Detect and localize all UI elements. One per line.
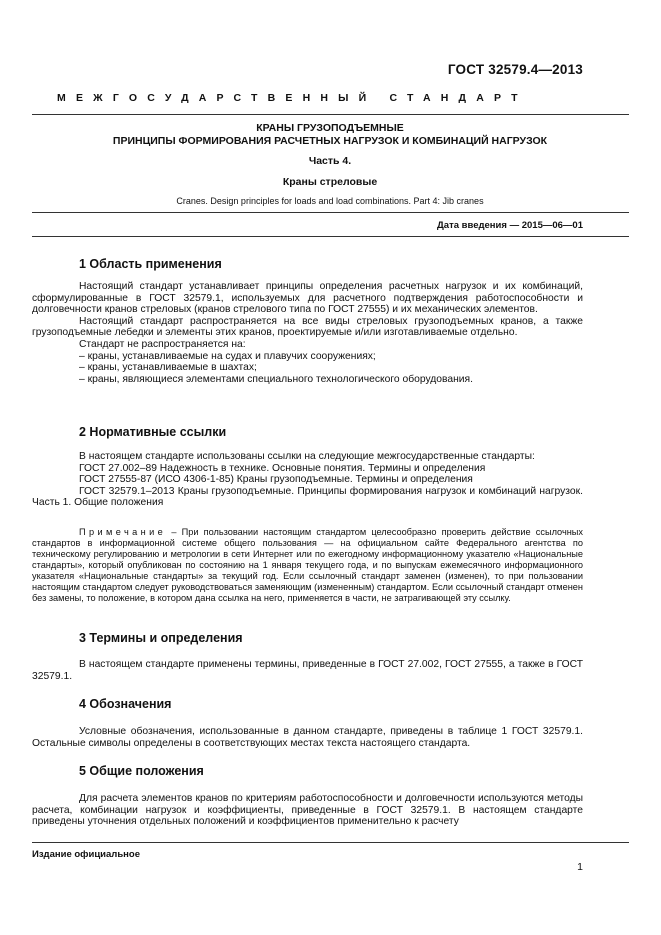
interstate-standard-label: МЕЖГОСУДАРСТВЕННЫЙ СТАНДАРТ <box>57 92 528 104</box>
official-edition-label: Издание официальное <box>32 849 140 860</box>
section-2-heading: 2 Нормативные ссылки <box>79 425 227 439</box>
reference-item: ГОСТ 32579.1–2013 Краны грузоподъемные. Принципы формирования нагрузок и комбинаций нагрузок. Часть 1. Общие положения <box>32 485 583 509</box>
section-2-paragraph-1: В настоящем стандарте использованы ссылки на следующие межгосударственные стандарты: <box>79 451 535 462</box>
section-4-body <box>32 726 583 749</box>
part-number: Часть 4. <box>308 155 352 167</box>
section-5-body <box>32 793 583 828</box>
reference-item: ГОСТ 27.002–89 Надежность в технике. Основные понятия. Термины и определения <box>79 462 486 474</box>
page-number: 1 <box>577 861 583 873</box>
section-1-paragraph-2: Настоящий стандарт распространяется на все виды стреловых грузоподъемных кранов, а также грузоподъемные лебедки и элементы этих кранов, проектируемые и/или изготавливаемые отдельно. <box>32 315 583 339</box>
introduction-date <box>437 220 583 231</box>
date-rule <box>32 236 629 237</box>
title-line-2: ПРИНЦИПЫ ФОРМИРОВАНИЯ РАСЧЕТНЫХ НАГРУЗОК И КОМБИНАЦИЙ НАГРУЗОК <box>112 135 548 147</box>
header-rule <box>32 114 629 115</box>
reference-item: ГОСТ 27555-87 (ИСО 4306-1-85) Краны грузоподъемные. Термины и определения <box>79 474 473 486</box>
section-3-paragraph-1: В настоящем стандарте применены термины, приведенные в ГОСТ 27.002, ГОСТ 27555, а также в ГОСТ 32579.1. <box>32 659 583 682</box>
section-1-body <box>32 281 583 385</box>
list-item: – краны, устанавливаемые на судах и плавучих сооружениях; <box>79 350 376 362</box>
document-title <box>60 122 600 148</box>
title-line-1: КРАНЫ ГРУЗОПОДЪЕМНЫЕ <box>256 122 404 134</box>
note-text: – При пользовании настоящим стандартом целесообразно проверить действие ссылочных стандартов в информационной системе общего пользования — на официальном сайте Федерального агентства по техническому регулированию и метрологии в сети Интернет или по ежегодному информационному указателю «Национальные стандарты», который опубликован по состоянию на 1 января текущего года, и по выпускам ежемесячного информационного указателя «Национальные стандарты» за текущий год. Если ссылочный стандарт заменен (изменен), то при пользовании настоящим стандартом следует руководствоваться заменяющим (измененным) стандартом. Если ссылочный стандарт отменен без замены, то положение, в котором дана ссылка на него, применяется в части, не затрагивающей эту ссылку. <box>32 527 583 603</box>
section-2-note <box>32 527 583 604</box>
section-5-heading: 5 Общие положения <box>79 764 204 778</box>
section-2-body <box>32 451 583 509</box>
section-3-heading: 3 Термины и определения <box>79 631 243 645</box>
introduction-date-label: Дата введения <box>437 220 507 231</box>
document-subtitle: Краны стреловые <box>282 176 378 188</box>
note-label: Примечание <box>79 527 167 537</box>
section-5-paragraph-1: Для расчета элементов кранов по критериям работоспособности и долговечности используются методы расчета, комбинации нагрузок и коэффициенты, приведенные в ГОСТ 32579.1. В настоящем стандарте приведены уточнения отдельных положений и коэффициентов применительно к расчету <box>32 793 583 828</box>
footer-rule <box>32 842 629 843</box>
document-code: ГОСТ 32579.4—2013 <box>447 62 583 77</box>
section-4-paragraph-1: Условные обозначения, использованные в данном стандарте, приведены в таблице 1 ГОСТ 32579.1. Остальные символы определены в соответствующих местах текста настоящего стандарта. <box>32 726 583 749</box>
section-1-paragraph-1: Настоящий стандарт устанавливает принципы определения расчетных нагрузок и их комбинаций, сформулированные в ГОСТ 32579.1, используемых для расчетного подтверждения работоспособности и долговечности кранов стреловых (кранов стрелового типа по ГОСТ 27555) и их механических элементов. <box>32 281 583 316</box>
list-item: – краны, устанавливаемые в шахтах; <box>79 362 257 374</box>
section-1-heading: 1 Область применения <box>79 257 222 271</box>
title-rule <box>32 212 629 213</box>
section-4-heading: 4 Обозначения <box>79 697 172 711</box>
section-3-body <box>32 659 583 682</box>
section-1-paragraph-3: Стандарт не распространяется на: <box>79 338 246 350</box>
english-title: Cranes. Design principles for loads and load combinations. Part 4: Jib cranes <box>176 196 484 206</box>
introduction-date-value: — 2015—06—01 <box>509 220 583 231</box>
list-item: – краны, являющиеся элементами специального технологического оборудования. <box>79 373 473 385</box>
